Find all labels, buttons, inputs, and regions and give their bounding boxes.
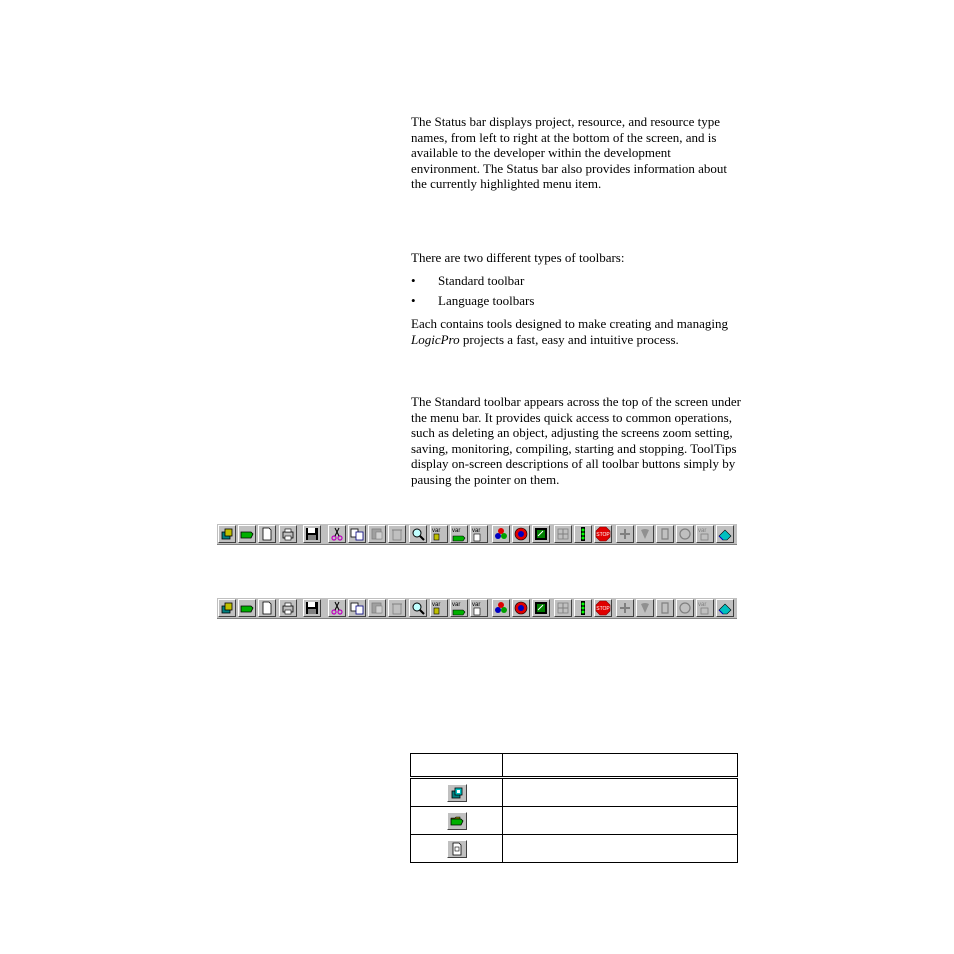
monitor-icon [512,525,530,543]
zoom-icon [409,525,427,543]
language-tool-4-icon [676,599,694,617]
resources-icon [492,525,510,543]
bullet-label: Standard toolbar [438,273,525,288]
var-add-icon [430,525,448,543]
cut-icon [328,525,346,543]
bullet-symbol: • [411,273,416,288]
toolbars-closing [411,316,741,347]
open-project-icon [447,812,467,830]
table-header-row [411,754,738,778]
language-tool-4-icon [676,525,694,543]
svg-text:var: var [472,528,481,534]
closing-text-after: projects a fast, easy and intuitive process. [459,331,679,347]
svg-text:var: var [698,528,707,534]
language-tool-1-icon [616,525,634,543]
stop-icon [594,525,612,543]
table-cell-description [503,835,738,863]
svg-text:STOP: STOP [596,606,610,612]
new-document-icon [258,599,276,617]
language-tool-2-icon [636,599,654,617]
language-tool-2-icon [636,525,654,543]
copy-icon [348,599,366,617]
svg-text:var: var [452,602,461,608]
var-open-icon [450,599,468,617]
toolbar-icon-table [410,753,738,863]
monitor-icon [512,599,530,617]
start-icon [574,525,592,543]
standard-toolbar-image-2 [217,597,737,619]
table-cell-icon [411,778,503,807]
delete-icon [388,525,406,543]
grid-icon [554,599,572,617]
svg-text:var: var [432,528,441,534]
var-tool-icon [696,525,714,543]
open-project-icon [238,599,256,617]
eraser-icon [716,525,734,543]
new-project-icon [218,599,236,617]
table-row [411,778,738,807]
cut-icon [328,599,346,617]
compile-icon [532,525,550,543]
svg-text:var: var [432,602,441,608]
new-document-icon [258,525,276,543]
svg-text:var: var [452,528,461,534]
table-row [411,835,738,863]
svg-text:var: var [472,602,481,608]
toolbars-intro: There are two different types of toolbars: [411,250,625,265]
new-document-icon [447,840,467,858]
language-tool-3-icon [656,525,674,543]
svg-text:STOP: STOP [596,532,610,538]
closing-text-before: Each contains tools designed to make creating and managing [411,316,728,331]
print-icon [279,599,297,617]
resources-icon [492,599,510,617]
save-icon [303,599,321,617]
print-icon [279,525,297,543]
new-project-icon [447,784,467,802]
table-cell-description [503,778,738,807]
table-cell-description [503,807,738,835]
save-icon [303,525,321,543]
var-tool-icon [696,599,714,617]
standard-toolbar-paragraph: The Standard toolbar appears across the top of the screen under the menu bar. It provides quick access to common operations, such as deleting an object, adjusting the screens zoom setting, saving, monitoring, compiling, starting and stopping. ToolTips display on-screen descriptions of all toolbar buttons simply by pausing the pointer on them. [411,394,741,487]
table-cell-icon [411,807,503,835]
standard-toolbar-image-1 [217,523,737,545]
table-header-icon [411,754,503,778]
bullet-label: Language toolbars [438,293,535,308]
svg-text:var: var [698,602,707,608]
zoom-icon [409,599,427,617]
copy-icon [348,525,366,543]
table-header-description [503,754,738,778]
open-project-icon [238,525,256,543]
delete-icon [388,599,406,617]
product-name: LogicPro [411,331,460,347]
new-project-icon [218,525,236,543]
start-icon [574,599,592,617]
bullet-symbol: • [411,293,416,308]
language-tool-3-icon [656,599,674,617]
var-add-icon [430,599,448,617]
language-tool-1-icon [616,599,634,617]
compile-icon [532,599,550,617]
table-row [411,807,738,835]
var-new-icon [470,525,488,543]
status-bar-paragraph: The Status bar displays project, resource, and resource type names, from left to right at the bottom of the screen, and is available to the developer within the development environment. The Status bar also provides information about the currently highlighted menu item. [411,114,728,192]
eraser-icon [716,599,734,617]
grid-icon [554,525,572,543]
var-open-icon [450,525,468,543]
stop-icon [594,599,612,617]
var-new-icon [470,599,488,617]
paste-icon [368,525,386,543]
table-cell-icon [411,835,503,863]
paste-icon [368,599,386,617]
